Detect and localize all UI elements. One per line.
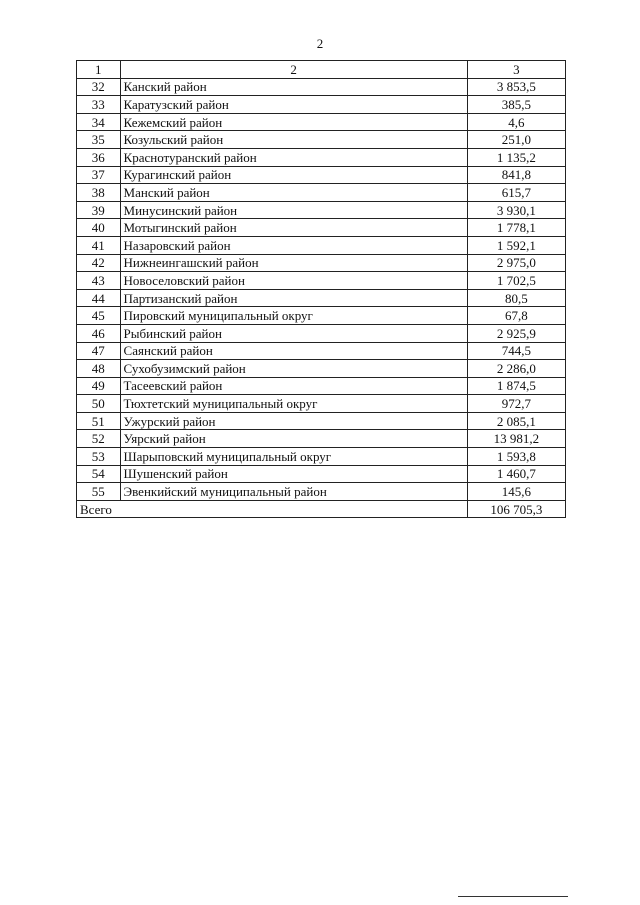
- table-row: [77, 113, 566, 131]
- table-row: [77, 148, 566, 166]
- table-row: [77, 430, 566, 448]
- amount-value: 2 085,1: [467, 412, 565, 430]
- row-number: 34: [77, 113, 121, 131]
- row-number: 45: [77, 307, 121, 325]
- page-number: 2: [316, 36, 324, 51]
- table-row: [77, 184, 566, 202]
- amount-value: 1 460,7: [467, 465, 565, 483]
- district-name: Тюхтетский муниципальный округ: [120, 395, 467, 413]
- row-number: 54: [77, 465, 121, 483]
- district-name: Эвенкийский муниципальный район: [120, 483, 467, 501]
- row-number: 51: [77, 412, 121, 430]
- district-name: Уярский район: [120, 430, 467, 448]
- budget-table: [76, 60, 566, 518]
- row-number: 52: [77, 430, 121, 448]
- district-name: Краснотуранский район: [120, 148, 467, 166]
- row-number: 33: [77, 96, 121, 114]
- amount-value: 13 981,2: [467, 430, 565, 448]
- row-number: 40: [77, 219, 121, 237]
- amount-value: 2 975,0: [467, 254, 565, 272]
- district-name: Тасеевский район: [120, 377, 467, 395]
- table-row: [77, 166, 566, 184]
- district-name: Партизанский район: [120, 289, 467, 307]
- table-row: [77, 236, 566, 254]
- amount-value: 3 853,5: [467, 78, 565, 96]
- table-row: [77, 412, 566, 430]
- row-number: 53: [77, 448, 121, 466]
- total-value: 106 705,3: [467, 500, 565, 518]
- row-number: 50: [77, 395, 121, 413]
- row-number: 41: [77, 236, 121, 254]
- table-row: [77, 78, 566, 96]
- amount-value: 1 592,1: [467, 236, 565, 254]
- table-row: [77, 289, 566, 307]
- table-row: [77, 324, 566, 342]
- table-row: [77, 483, 566, 501]
- amount-value: 67,8: [467, 307, 565, 325]
- district-name: Шарыповский муниципальный округ: [120, 448, 467, 466]
- district-name: Шушенский район: [120, 465, 467, 483]
- table-row: [77, 96, 566, 114]
- row-number: 48: [77, 360, 121, 378]
- footer-rule: [458, 896, 568, 897]
- column-header-3: 3: [467, 61, 565, 79]
- amount-value: 1 135,2: [467, 148, 565, 166]
- column-header-1: 1: [77, 61, 121, 79]
- amount-value: 4,6: [467, 113, 565, 131]
- table-row: [77, 219, 566, 237]
- table-row: [77, 448, 566, 466]
- district-name: Манский район: [120, 184, 467, 202]
- row-number: 36: [77, 148, 121, 166]
- district-name: Сухобузимский район: [120, 360, 467, 378]
- table-row: [77, 272, 566, 290]
- table-body: [77, 61, 566, 518]
- table-row: [77, 131, 566, 149]
- district-name: Ужурский район: [120, 412, 467, 430]
- district-name: Рыбинский район: [120, 324, 467, 342]
- row-number: 47: [77, 342, 121, 360]
- total-row: [77, 500, 566, 518]
- amount-value: 841,8: [467, 166, 565, 184]
- district-name: Саянский район: [120, 342, 467, 360]
- amount-value: 972,7: [467, 395, 565, 413]
- table-row: [77, 342, 566, 360]
- table-row: [77, 307, 566, 325]
- row-number: 49: [77, 377, 121, 395]
- amount-value: 2 925,9: [467, 324, 565, 342]
- district-name: Канский район: [120, 78, 467, 96]
- district-name: Нижнеингашский район: [120, 254, 467, 272]
- table-row: [77, 377, 566, 395]
- table-row: [77, 360, 566, 378]
- total-label: Всего: [77, 500, 468, 518]
- amount-value: 744,5: [467, 342, 565, 360]
- amount-value: 145,6: [467, 483, 565, 501]
- district-name: Пировский муниципальный округ: [120, 307, 467, 325]
- row-number: 35: [77, 131, 121, 149]
- amount-value: 615,7: [467, 184, 565, 202]
- row-number: 37: [77, 166, 121, 184]
- amount-value: 3 930,1: [467, 201, 565, 219]
- row-number: 39: [77, 201, 121, 219]
- amount-value: 251,0: [467, 131, 565, 149]
- amount-value: 1 702,5: [467, 272, 565, 290]
- row-number: 43: [77, 272, 121, 290]
- table-header-row: [77, 61, 566, 79]
- row-number: 42: [77, 254, 121, 272]
- table-row: [77, 201, 566, 219]
- district-name: Козульский район: [120, 131, 467, 149]
- district-name: Мотыгинский район: [120, 219, 467, 237]
- amount-value: 2 286,0: [467, 360, 565, 378]
- row-number: 44: [77, 289, 121, 307]
- amount-value: 80,5: [467, 289, 565, 307]
- amount-value: 1 778,1: [467, 219, 565, 237]
- amount-value: 1 593,8: [467, 448, 565, 466]
- column-header-2: 2: [120, 61, 467, 79]
- table-row: [77, 254, 566, 272]
- row-number: 32: [77, 78, 121, 96]
- district-name: Каратузский район: [120, 96, 467, 114]
- district-name: Кежемский район: [120, 113, 467, 131]
- table-row: [77, 395, 566, 413]
- amount-value: 1 874,5: [467, 377, 565, 395]
- district-name: Новоселовский район: [120, 272, 467, 290]
- table-row: [77, 465, 566, 483]
- row-number: 38: [77, 184, 121, 202]
- district-name: Курагинский район: [120, 166, 467, 184]
- district-name: Минусинский район: [120, 201, 467, 219]
- district-name: Назаровский район: [120, 236, 467, 254]
- row-number: 55: [77, 483, 121, 501]
- amount-value: 385,5: [467, 96, 565, 114]
- row-number: 46: [77, 324, 121, 342]
